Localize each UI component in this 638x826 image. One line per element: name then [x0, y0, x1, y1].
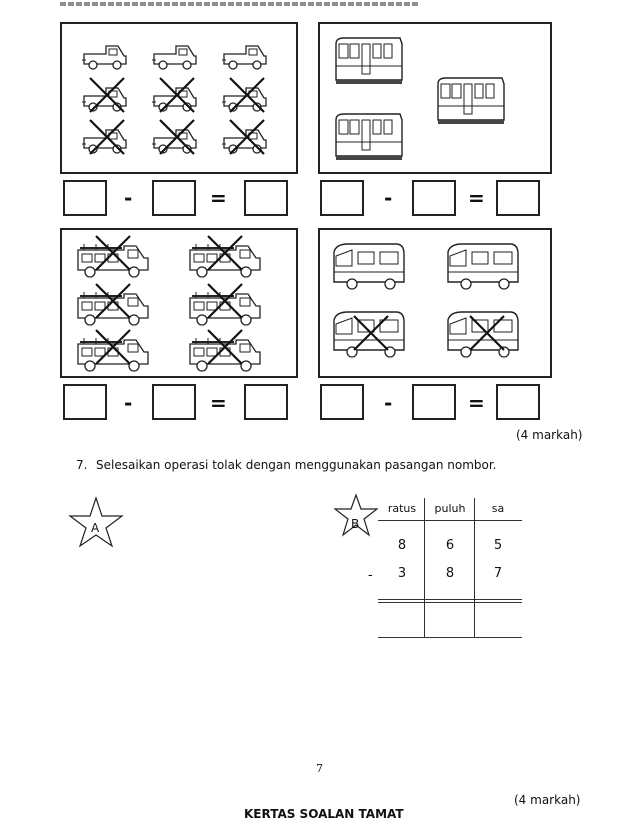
marks-label: (4 markah)	[514, 793, 581, 807]
answer-box[interactable]	[152, 384, 196, 420]
minus-sign: -	[124, 391, 133, 415]
star-a-label: A	[91, 521, 100, 535]
answer-box[interactable]	[412, 384, 456, 420]
table-divider	[378, 520, 522, 521]
place-value-header: sa	[491, 502, 505, 515]
train-icon	[320, 24, 550, 172]
picture-panel-trains	[318, 22, 552, 174]
digit-cell: 7	[493, 566, 503, 581]
answer-box[interactable]	[63, 180, 107, 216]
page-number: 7	[316, 762, 323, 775]
answer-box[interactable]	[244, 180, 288, 216]
digit-cell: 3	[397, 566, 407, 581]
answer-box[interactable]	[244, 384, 288, 420]
answer-line	[378, 637, 522, 638]
answer-box[interactable]	[496, 180, 540, 216]
digit-cell: 5	[493, 538, 503, 553]
equals-sign: =	[210, 391, 227, 415]
equals-sign: =	[468, 186, 485, 210]
answer-box[interactable]	[63, 384, 107, 420]
picture-panel-trucks	[60, 22, 298, 174]
digit-cell: 6	[445, 538, 455, 553]
answer-line	[378, 602, 522, 603]
minus-sign: -	[124, 186, 133, 210]
caravan-icon	[320, 230, 550, 376]
minus-sign: -	[384, 186, 393, 210]
minus-sign: -	[368, 568, 373, 583]
picture-panel-fire-trucks	[60, 228, 298, 378]
table-divider	[474, 498, 475, 638]
answer-box[interactable]	[496, 384, 540, 420]
star-b-label: B	[351, 517, 360, 531]
equals-sign: =	[468, 391, 485, 415]
digit-cell: 8	[445, 566, 455, 581]
fire-truck-icon	[62, 230, 296, 376]
digit-cell: 8	[397, 538, 407, 553]
answer-line	[378, 599, 522, 600]
place-value-header: puluh	[434, 502, 466, 515]
table-divider	[424, 498, 425, 638]
place-value-header: ratus	[387, 502, 417, 515]
answer-box[interactable]	[320, 180, 364, 216]
picture-panel-caravans	[318, 228, 552, 378]
answer-box[interactable]	[412, 180, 456, 216]
cropped-heading	[60, 2, 420, 16]
minus-sign: -	[384, 391, 393, 415]
equals-sign: =	[210, 186, 227, 210]
answer-box[interactable]	[320, 384, 364, 420]
marks-label: (4 markah)	[516, 428, 583, 442]
end-of-paper-label: KERTAS SOALAN TAMAT	[244, 807, 404, 821]
question-text: Selesaikan operasi tolak dengan menggunakan pasangan nombor.	[96, 458, 497, 472]
question-number: 7.	[76, 458, 88, 472]
answer-box[interactable]	[152, 180, 196, 216]
pickup-truck-icon	[62, 24, 296, 172]
